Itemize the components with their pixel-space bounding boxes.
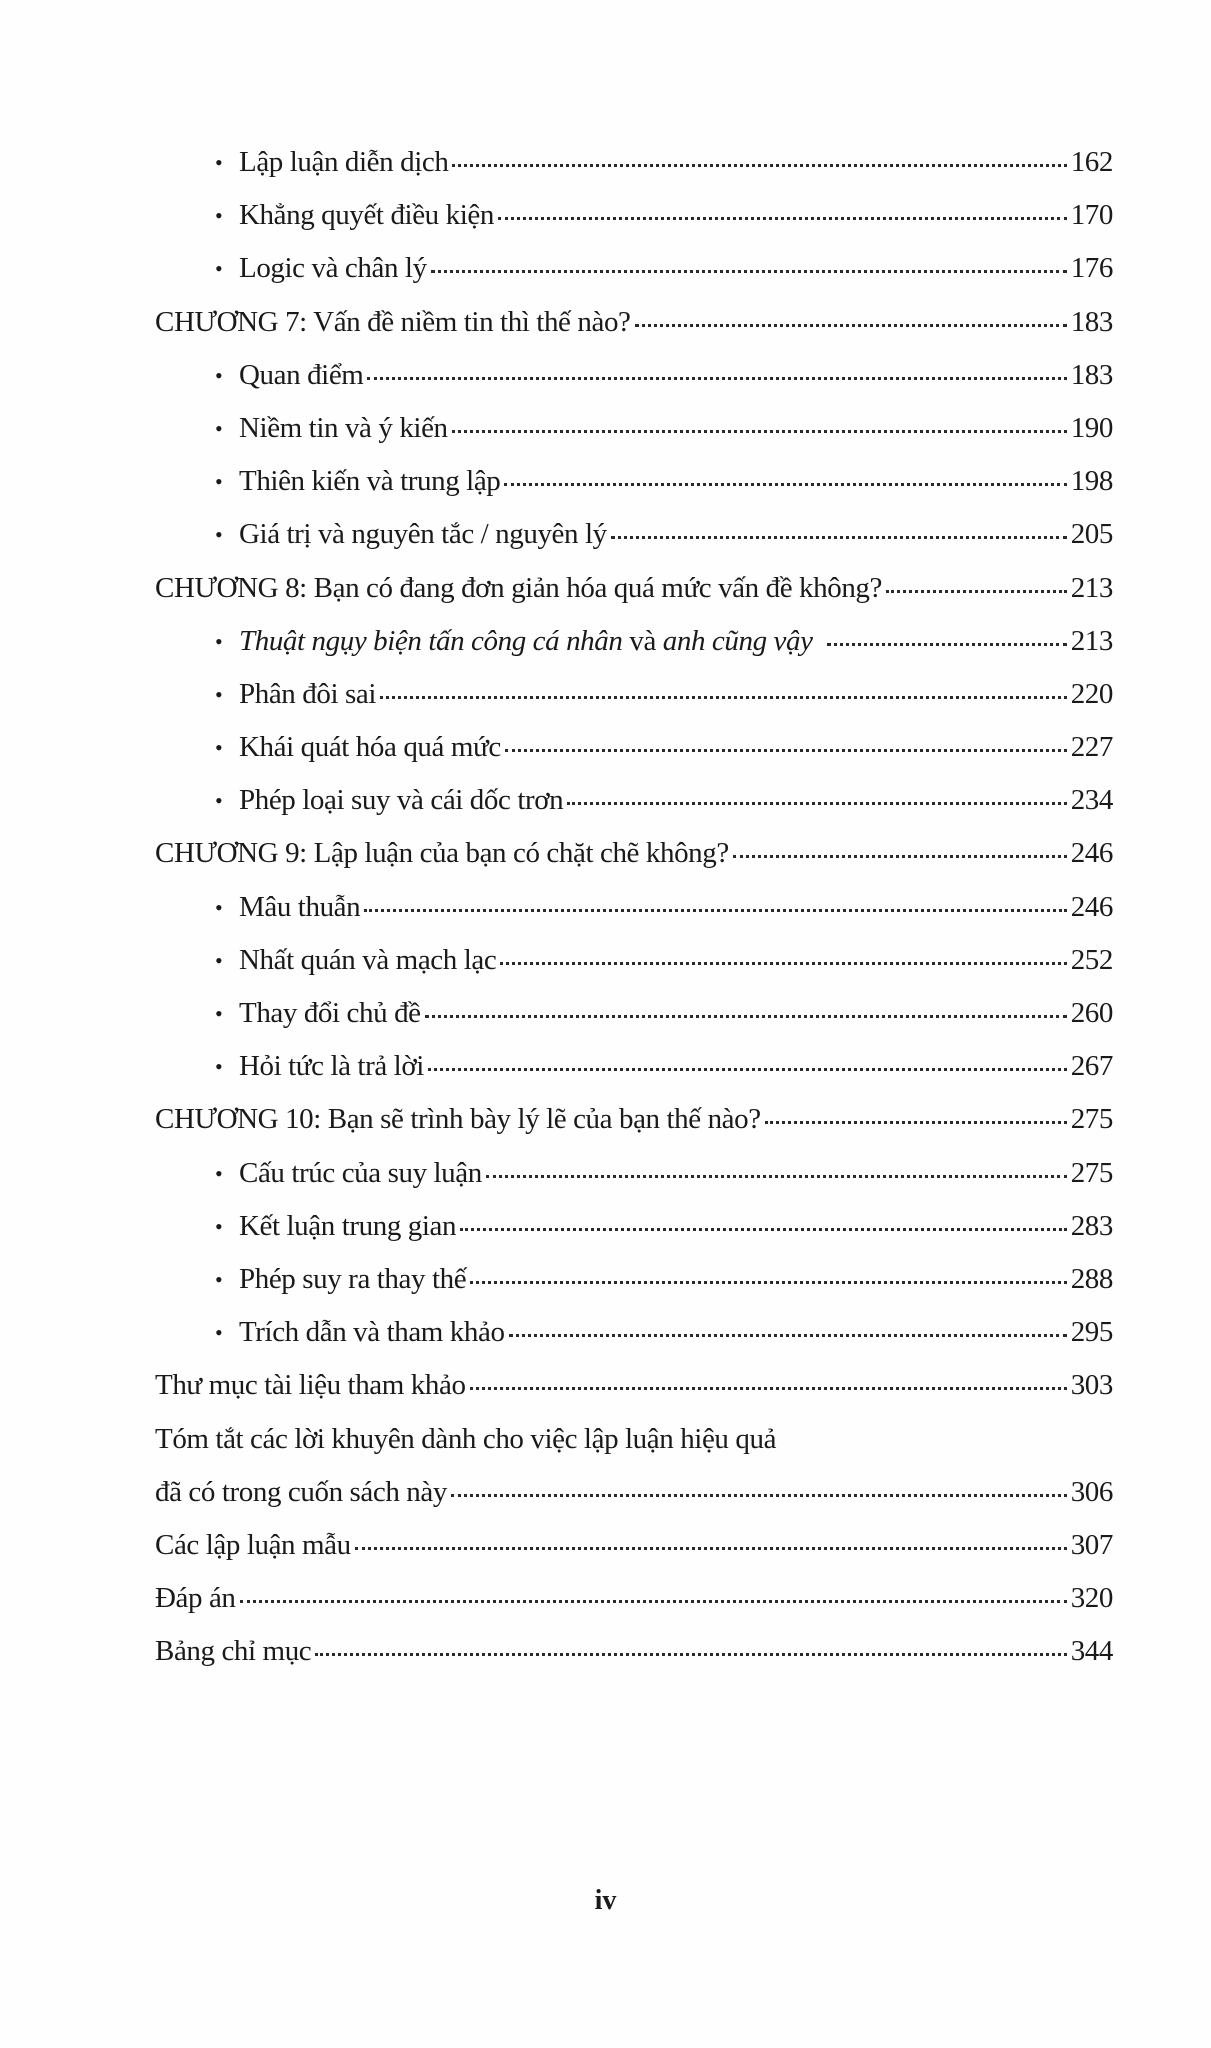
page-number-folio: iv — [594, 1885, 617, 1916]
bullet-icon: • — [215, 150, 223, 175]
toc-entry-label: Hỏi tức là trả lời — [239, 1050, 424, 1083]
toc-entry-label: Niềm tin và ý kiến — [239, 411, 448, 444]
toc-entry — [155, 881, 1113, 934]
toc-entry-page: 246 — [1070, 837, 1113, 870]
toc-entry — [155, 1147, 1113, 1200]
toc-entry-page: 234 — [1070, 784, 1113, 817]
dot-leader — [509, 1321, 1067, 1341]
toc-entry-page: 162 — [1070, 146, 1113, 178]
toc-entry-page: 220 — [1070, 677, 1113, 710]
toc-summary-line-1 — [155, 1413, 1113, 1466]
dot-leader — [470, 1374, 1067, 1394]
toc-entry — [155, 242, 1113, 295]
dot-leader — [431, 257, 1067, 277]
dot-leader — [827, 630, 1067, 650]
toc-sample-arguments — [155, 1519, 1113, 1572]
dot-leader — [635, 311, 1067, 331]
toc-entry — [155, 136, 1113, 189]
toc-entry-label: Đáp án — [155, 1582, 236, 1615]
toc-entry — [155, 1200, 1113, 1253]
dot-leader — [428, 1055, 1067, 1075]
toc-entry-page: 190 — [1070, 411, 1113, 444]
toc-entry-label: Kết luận trung gian — [239, 1209, 457, 1242]
toc-index — [155, 1625, 1113, 1678]
italic-term: anh cũng vậy — [662, 624, 813, 657]
dot-leader — [315, 1640, 1067, 1660]
toc-entry-page: 205 — [1070, 518, 1113, 551]
toc-entry-label: Logic và chân lý — [239, 252, 427, 285]
bullet-icon: • — [215, 788, 223, 814]
toc-entry — [155, 455, 1113, 508]
dot-leader — [364, 896, 1067, 916]
dot-leader — [240, 1587, 1067, 1607]
toc-entry — [155, 615, 1113, 668]
dot-leader — [380, 683, 1067, 703]
toc-entry — [155, 508, 1113, 561]
toc-entry-page: 183 — [1070, 358, 1113, 391]
toc-entry-page: 227 — [1070, 731, 1113, 764]
toc-entry-label: Phép suy ra thay thế — [239, 1262, 467, 1295]
dot-leader — [886, 577, 1067, 597]
toc-entry-label: Lập luận diễn dịch — [239, 146, 449, 178]
bullet-icon: • — [215, 628, 223, 654]
dot-leader — [355, 1534, 1067, 1554]
toc-bibliography — [155, 1359, 1113, 1412]
dot-leader — [452, 151, 1067, 171]
bullet-icon: • — [215, 1054, 223, 1080]
bullet-icon: • — [215, 1213, 223, 1239]
toc-entry-page: 246 — [1070, 890, 1113, 923]
toc-entry-label: Quan điểm — [239, 358, 364, 391]
toc-answers — [155, 1572, 1113, 1625]
toc-entry-label: Các lập luận mẫu — [155, 1528, 351, 1561]
toc-summary-line-2 — [155, 1466, 1113, 1519]
dot-leader — [500, 949, 1067, 969]
bullet-icon: • — [215, 1160, 223, 1186]
toc-entry-label: CHƯƠNG 9: Lập luận của bạn có chặt chẽ không? — [155, 837, 729, 870]
toc-entry — [155, 668, 1113, 721]
toc-entry-page: 260 — [1070, 997, 1113, 1029]
bullet-icon: • — [215, 522, 223, 548]
toc-entry-label: Bảng chỉ mục — [155, 1635, 312, 1668]
toc-entry-label: CHƯƠNG 7: Vấn đề niềm tin thì thế nào? — [155, 305, 631, 338]
bullet-icon: • — [215, 256, 223, 282]
toc-entry-label: Khái quát hóa quá mức — [239, 731, 501, 764]
bullet-icon: • — [215, 469, 223, 495]
bullet-icon: • — [215, 1320, 223, 1346]
toc-entry — [155, 189, 1113, 242]
toc-entry-page: 213 — [1070, 624, 1113, 657]
dot-leader — [765, 1108, 1067, 1128]
dot-leader — [505, 736, 1067, 756]
toc-entry — [155, 1306, 1113, 1359]
toc-chapter-7 — [155, 296, 1113, 349]
dot-leader — [470, 1268, 1067, 1288]
bullet-icon: • — [215, 203, 223, 229]
bullet-icon: • — [215, 735, 223, 761]
toc-entry — [155, 1040, 1113, 1093]
toc-entry-label: Phép loại suy và cái dốc trơn — [239, 784, 564, 817]
toc-entry-page: 275 — [1070, 1156, 1113, 1189]
conjunction: và — [622, 624, 663, 657]
toc-entry-page: 295 — [1070, 1316, 1113, 1349]
toc-entry-page: 198 — [1070, 465, 1113, 498]
toc-entry-page: 320 — [1070, 1582, 1113, 1615]
dot-leader — [733, 842, 1067, 862]
toc-entry-label: Thiên kiến và trung lập — [239, 465, 501, 498]
toc-chapter-8 — [155, 562, 1113, 615]
toc-entry-label: Thư mục tài liệu tham khảo — [155, 1369, 466, 1402]
bullet-icon: • — [215, 894, 223, 920]
toc-entry-page: 303 — [1070, 1369, 1113, 1402]
dot-leader — [611, 523, 1067, 543]
dot-leader — [425, 1002, 1067, 1022]
bullet-icon: • — [215, 947, 223, 973]
toc-chapter-10 — [155, 1093, 1113, 1146]
dot-leader — [460, 1215, 1067, 1235]
toc-entry-label: CHƯƠNG 10: Bạn sẽ trình bày lý lẽ của bạn thế nào? — [155, 1103, 761, 1136]
toc-entry-label: CHƯƠNG 8: Bạn có đang đơn giản hóa quá mức vấn đề không? — [155, 571, 882, 604]
toc-entry-label: Tóm tắt các lời khuyên dành cho việc lập luận hiệu quả — [155, 1422, 777, 1455]
italic-term: Thuật ngụy biện tấn công cá nhân — [239, 624, 623, 657]
toc-entry — [155, 721, 1113, 774]
dot-leader — [486, 1162, 1067, 1182]
toc-entry-label: Trích dẫn và tham khảo — [239, 1316, 505, 1349]
toc-entry-page: 213 — [1070, 571, 1113, 604]
bullet-icon: • — [215, 1001, 223, 1026]
toc-entry-label: Phân đôi sai — [239, 677, 376, 710]
toc-entry — [155, 987, 1113, 1040]
toc-entry-label: Giá trị và nguyên tắc / nguyên lý — [239, 518, 607, 551]
toc-entry-label: đã có trong cuốn sách này — [155, 1475, 447, 1508]
toc-entry-page: 170 — [1070, 199, 1113, 232]
toc-entry-page: 307 — [1070, 1528, 1113, 1561]
toc-entry-label: Khẳng quyết điều kiện — [239, 199, 494, 232]
bullet-icon: • — [215, 415, 223, 441]
table-of-contents — [155, 136, 1113, 1678]
toc-entry-label: Mâu thuẫn — [239, 890, 361, 923]
toc-entry-page: 252 — [1070, 943, 1113, 976]
toc-entry-page: 176 — [1070, 252, 1113, 285]
dot-leader — [452, 417, 1067, 437]
toc-entry-page: 183 — [1070, 305, 1113, 338]
toc-entry-page: 288 — [1070, 1262, 1113, 1295]
bullet-icon: • — [215, 681, 223, 707]
bullet-icon: • — [215, 362, 223, 388]
toc-entry — [155, 349, 1113, 402]
toc-entry-label: Nhất quán và mạch lạc — [239, 943, 497, 976]
toc-entry — [155, 1253, 1113, 1306]
toc-entry-label — [239, 615, 813, 668]
dot-leader — [498, 204, 1067, 224]
toc-chapter-9 — [155, 827, 1113, 880]
toc-entry — [155, 402, 1113, 455]
dot-leader — [567, 789, 1067, 809]
toc-entry-label: Cấu trúc của suy luận — [239, 1156, 482, 1189]
toc-entry-page: 283 — [1070, 1209, 1113, 1242]
dot-leader — [504, 470, 1067, 490]
toc-entry-page: 344 — [1070, 1635, 1113, 1668]
toc-entry — [155, 934, 1113, 987]
toc-entry — [155, 774, 1113, 827]
toc-entry-page: 306 — [1070, 1475, 1113, 1508]
toc-entry-page: 275 — [1070, 1103, 1113, 1136]
toc-entry-label: Thay đổi chủ đề — [239, 997, 421, 1029]
bullet-icon: • — [215, 1266, 223, 1292]
toc-entry-page: 267 — [1070, 1050, 1113, 1083]
dot-leader — [367, 364, 1067, 384]
dot-leader — [451, 1481, 1067, 1501]
